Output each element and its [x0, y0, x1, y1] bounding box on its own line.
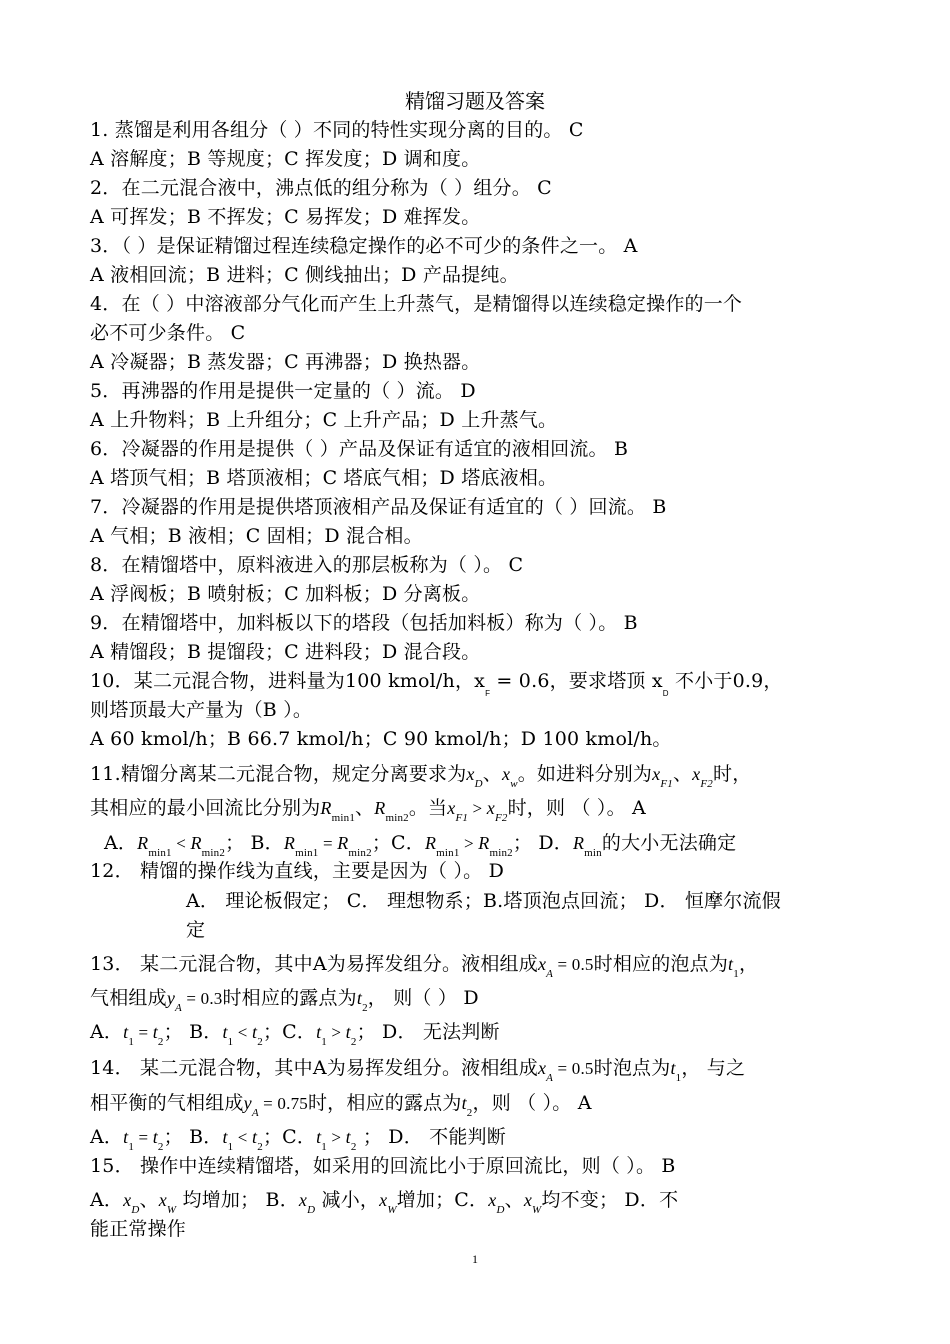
options-10: A 60 kmol/h；B 66.7 kmol/h；C 90 kmol/h；D 100 kmol/h。 [90, 728, 672, 750]
question-5: 5．再沸器的作用是提供一定量的（ ）流。 D [90, 380, 476, 402]
page-title: 精馏习题及答案 [405, 89, 545, 113]
question-3: 3．（ ）是保证精馏过程连续稳定操作的必不可少的条件之一。 A [90, 235, 638, 257]
options-15: A．$x_D$、$x_W$ 均增加； B．$x_D$ 减小，$x_W$增加；C．$x_D$、$x_W$均不变； D．不 [90, 1189, 679, 1216]
options-15-cont: 能正常操作 [90, 1218, 187, 1240]
question-13: 13． 某二元混合物，其中A为易挥发组分。液相组成$x_A = 0.5$时相应的泡点为$t_1$， [90, 953, 759, 980]
options-6: A 塔顶气相；B 塔顶液相；C 塔底气相；D 塔底液相。 [90, 467, 558, 489]
options-12-cont: 定 [186, 919, 206, 941]
question-4: 4．在（ ）中溶液部分气化而产生上升蒸气，是精馏得以连续稳定操作的一个 [90, 293, 743, 315]
options-3: A 液相回流；B 进料；C 侧线抽出；D 产品提纯。 [90, 264, 519, 286]
question-1: 1. 蒸馏是利用各组分（ ）不同的特性实现分离的目的。 C [90, 119, 584, 141]
options-2: A 可挥发；B 不挥发；C 易挥发；D 难挥发。 [90, 206, 481, 228]
question-11-cont: 其相应的最小回流比分别为$R_{min1}$、$R_{min2}$。当$x_{F1} > x_{F2}$时，则 （ ）。 A [90, 797, 646, 824]
question-13-cont: 气相组成$y_A = 0.3$时相应的露点为$t_2$， 则（ ） D [90, 987, 479, 1014]
question-15: 15． 操作中连续精馏塔，如采用的回流比小于原回流比，则（ ）。 B [90, 1155, 676, 1177]
question-14-cont: 相平衡的气相组成$y_A = 0.75$时，相应的露点为$t_2$，则 （ ）。 A [90, 1092, 592, 1119]
page-number: 1 [472, 1252, 478, 1266]
options-8: A 浮阀板；B 喷射板；C 加料板；D 分离板。 [90, 583, 481, 605]
question-4-cont: 必不可少条件。 C [90, 322, 246, 344]
options-1: A 溶解度；B 等规度；C 挥发度；D 调和度。 [90, 148, 481, 170]
question-2: 2．在二元混合液中，沸点低的组分称为（ ）组分。 C [90, 177, 552, 199]
question-7: 7．冷凝器的作用是提供塔顶液相产品及保证有适宜的（ ）回流。 B [90, 496, 667, 518]
question-8: 8．在精馏塔中，原料液进入的那层板称为（ ）。 C [90, 554, 524, 576]
options-13: A．$t_1 = t_2$； B．$t_1 < t_2$；C．$t_1 > t_2$； D． 无法判断 [90, 1021, 500, 1048]
options-7: A 气相；B 液相；C 固相；D 混合相。 [90, 525, 423, 547]
question-14: 14． 某二元混合物，其中A为易挥发组分。液相组成$x_A = 0.5$时泡点为$t_1$， 与之 [90, 1057, 746, 1084]
question-6: 6．冷凝器的作用是提供（ ）产品及保证有适宜的液相回流。 B [90, 438, 629, 460]
options-9: A 精馏段；B 提馏段；C 进料段；D 混合段。 [90, 641, 481, 663]
options-11: A．$R_{min1} < R_{min2}$； B．$R_{min1} = R_{min2}$；C．$R_{min1} > R_{min2}$； D．$R_{min}$的大小无法确定 [104, 832, 737, 859]
question-12: 12． 精馏的操作线为直线，主要是因为（ ）。 D [90, 860, 505, 882]
question-10-cont: 则塔顶最大产量为（B ）。 [90, 699, 313, 721]
options-12: A． 理论板假定； C． 理想物系；B.塔顶泡点回流； D． 恒摩尔流假 [186, 890, 781, 912]
options-4: A 冷凝器；B 蒸发器；C 再沸器；D 换热器。 [90, 351, 481, 373]
options-14: A．$t_1 = t_2$； B．$t_1 < t_2$；C．$t_1 > t_2$ ； D． 不能判断 [90, 1126, 506, 1153]
question-11: 11.精馏分离某二元混合物，规定分离要求为$x_D$、$x_w$。如进料分别为$x_{F1}$、$x_{F2}$时， [90, 763, 752, 790]
question-10: 10．某二元混合物，进料量为100 kmol/h，$x_F = 0.6$，要求塔顶 $x_D$ 不小于0.9， [90, 670, 783, 698]
question-9: 9．在精馏塔中，加料板以下的塔段（包括加料板）称为（ ）。 B [90, 612, 638, 634]
options-5: A 上升物料；B 上升组分；C 上升产品；D 上升蒸气。 [90, 409, 558, 431]
